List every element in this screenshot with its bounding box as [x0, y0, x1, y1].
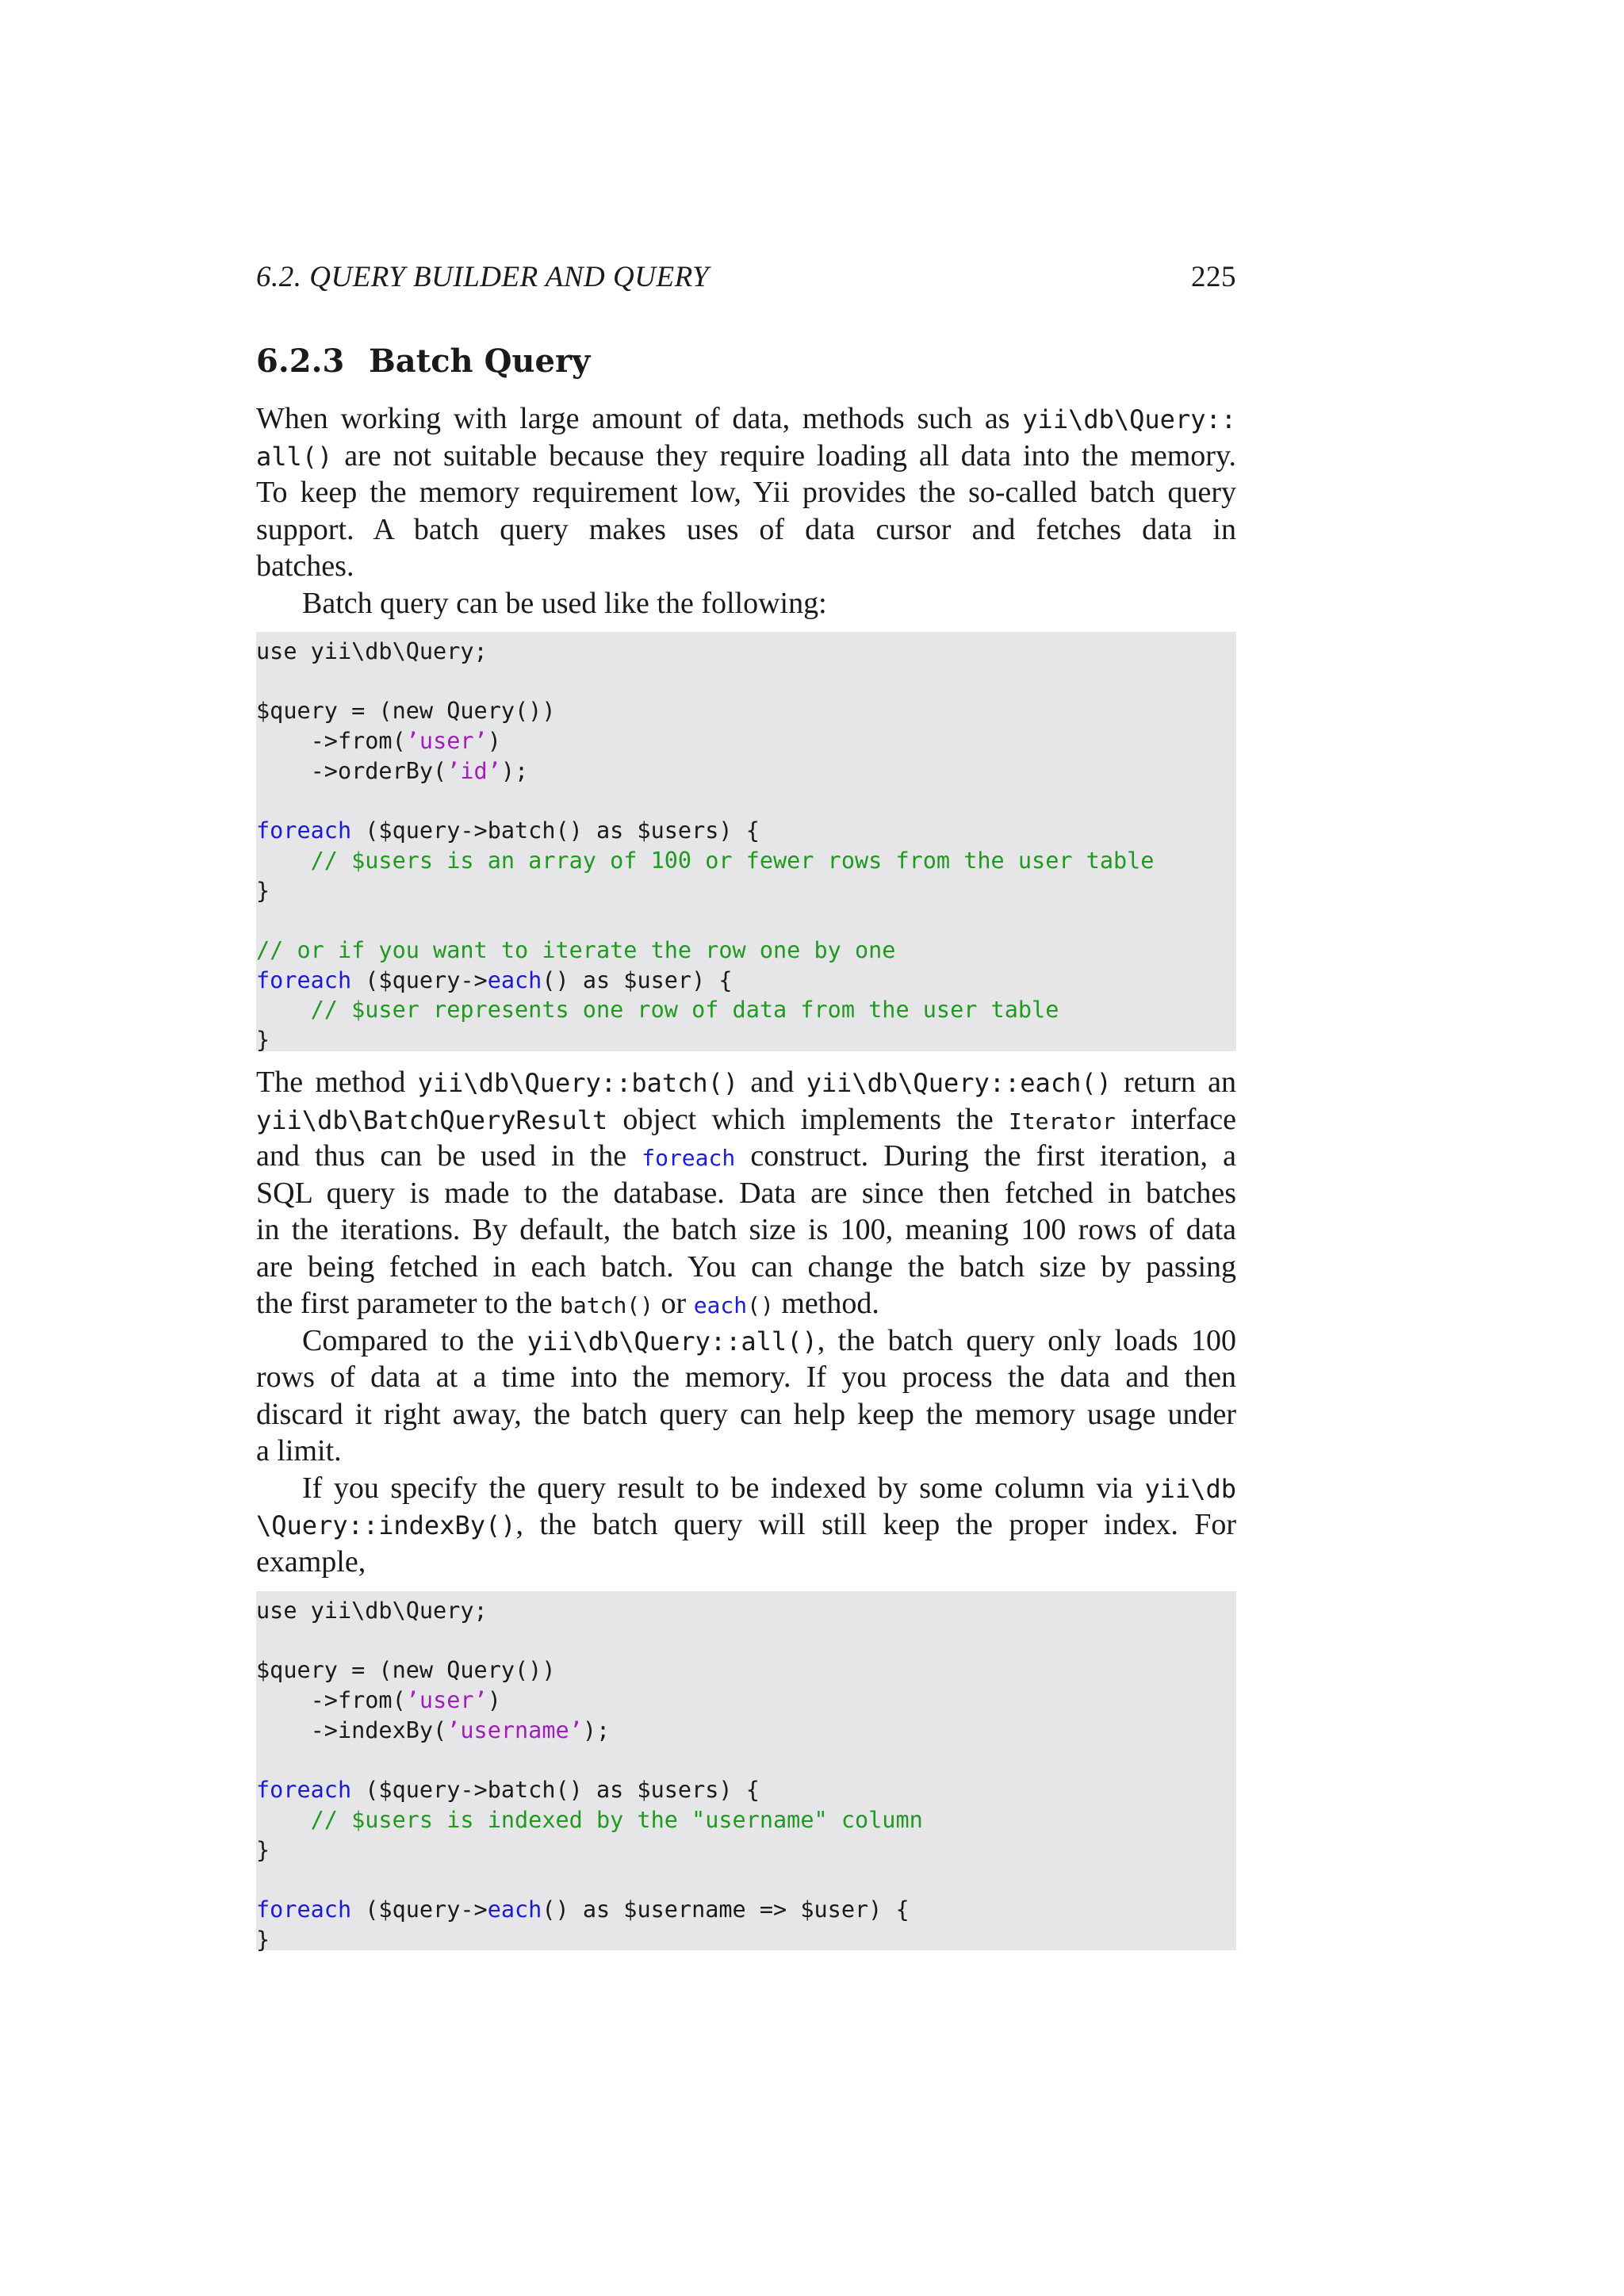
inline-code: yii\db\Query::batch()	[417, 1068, 739, 1098]
inline-code: yii\db\Query::each()	[806, 1068, 1112, 1098]
code-line: use yii\db\Query;	[256, 638, 488, 664]
code-keyword: foreach	[256, 1896, 352, 1923]
code-line-blank	[256, 1745, 1236, 1775]
code-block-indexby	[256, 1591, 1236, 1953]
code-keyword: each	[487, 966, 542, 993]
code-line-blank	[256, 905, 1236, 936]
text-line: \Query::indexBy(), the batch query will still keep the proper index. For	[256, 1508, 1236, 1541]
code-line: foreach ($query->each() as $user) {	[256, 966, 733, 993]
text-line: are being fetched in each batch. You can change the batch size by passing	[256, 1249, 1236, 1284]
code-line: foreach ($query->each() as $username => $user) {	[256, 1896, 910, 1923]
page-number: 225	[1191, 261, 1236, 293]
code-comment: // $user represents one row of data from the user table	[256, 997, 1059, 1024]
code-line-blank	[256, 786, 1236, 816]
code-comment: // $users is an array of 100 or fewer rows from the user table	[256, 847, 1155, 874]
text-line: When working with large amount of data, methods such as yii\db\Query::	[256, 402, 1236, 435]
code-line: }	[256, 877, 270, 904]
inline-code-keyword: each	[693, 1292, 748, 1318]
code-block-batch	[256, 632, 1236, 1051]
text-line: support. A batch query makes uses of data cursor and fetches data in	[256, 512, 1236, 546]
code-line: ->from(’user’)	[256, 728, 501, 755]
code-line: ->from(’user’)	[256, 1687, 501, 1714]
text-line: discard it right away, the batch query can help keep the memory usage under	[256, 1397, 1236, 1431]
text-line: and thus can be used in the foreach construct. During the first iteration, a	[256, 1139, 1236, 1173]
text-line: The method yii\db\Query::batch() and yii\db\Query::each() return an	[256, 1066, 1236, 1099]
code-string: ’id’	[446, 757, 501, 784]
inline-code: all()	[256, 441, 333, 472]
section-title: Batch Query	[369, 342, 591, 380]
code-comment: // or if you want to iterate the row one by one	[256, 936, 896, 963]
code-line-blank	[256, 1865, 1236, 1895]
code-line: ->indexBy(’username’);	[256, 1716, 611, 1743]
text-line: To keep the memory requirement low, Yii provides the so-called batch query	[256, 476, 1236, 509]
text-line: rows of data at a time into the memory. If you process the data and then	[256, 1360, 1236, 1394]
code-line: }	[256, 1026, 270, 1053]
code-line-blank	[256, 1626, 1236, 1656]
inline-code: batch()	[560, 1292, 654, 1318]
code-line: }	[256, 1836, 270, 1863]
text-line: all() are not suitable because they require loading all data into the memory.	[256, 438, 1236, 473]
inline-code: yii\db	[1144, 1473, 1236, 1504]
inline-code: yii\db\BatchQueryResult	[256, 1104, 608, 1135]
code-line: $query = (new Query())	[256, 698, 556, 725]
inline-code-keyword: foreach	[642, 1145, 736, 1171]
section-heading	[256, 342, 590, 380]
code-line: }	[256, 1926, 270, 1953]
code-string: ’user’	[405, 728, 488, 755]
text-line: in the iterations. By default, the batch size is 100, meaning 100 rows of data	[256, 1213, 1236, 1246]
code-line: use yii\db\Query;	[256, 1598, 488, 1624]
paragraph-body	[256, 1064, 1236, 1580]
code-keyword: each	[487, 1896, 542, 1923]
code-keyword: foreach	[256, 1777, 352, 1804]
code-string: ’user’	[405, 1687, 488, 1714]
code-comment: // $users is indexed by the "username" column	[256, 1806, 923, 1833]
text-line: a limit.	[256, 1434, 342, 1468]
text-line: the first parameter to the batch() or each() method.	[256, 1287, 879, 1320]
text-line: example,	[256, 1544, 366, 1578]
inline-code: Iterator	[1008, 1108, 1116, 1135]
text-line: SQL query is made to the database. Data are since then fetched in batches	[256, 1176, 1236, 1210]
code-string: ’username’	[446, 1716, 583, 1743]
code-keyword: foreach	[256, 817, 352, 844]
code-line: foreach ($query->batch() as $users) {	[256, 1777, 760, 1804]
inline-code: yii\db\Query::all()	[527, 1326, 818, 1357]
paragraph-intro	[256, 400, 1236, 622]
code-line-blank	[256, 667, 1236, 697]
code-line: ->orderBy(’id’);	[256, 757, 529, 784]
text-line: batches.	[256, 549, 354, 583]
text-line: Compared to the yii\db\Query::all(), the batch query only loads 100	[302, 1323, 1236, 1357]
text-line: If you specify the query result to be indexed by some column via yii\db	[302, 1471, 1236, 1505]
running-header	[256, 260, 1236, 298]
code-keyword: foreach	[256, 966, 352, 993]
code-line: $query = (new Query())	[256, 1657, 556, 1684]
section-number: 6.2.3	[256, 342, 345, 380]
code-line: foreach ($query->batch() as $users) {	[256, 817, 760, 844]
text-line: yii\db\BatchQueryResult object which implements the Iterator interface	[256, 1102, 1236, 1136]
inline-code: \Query::indexBy()	[256, 1510, 516, 1540]
text-line: Batch query can be used like the following:	[302, 586, 827, 620]
inline-code: yii\db\Query::	[1022, 404, 1236, 434]
running-title: 6.2. QUERY BUILDER AND QUERY	[256, 261, 710, 293]
